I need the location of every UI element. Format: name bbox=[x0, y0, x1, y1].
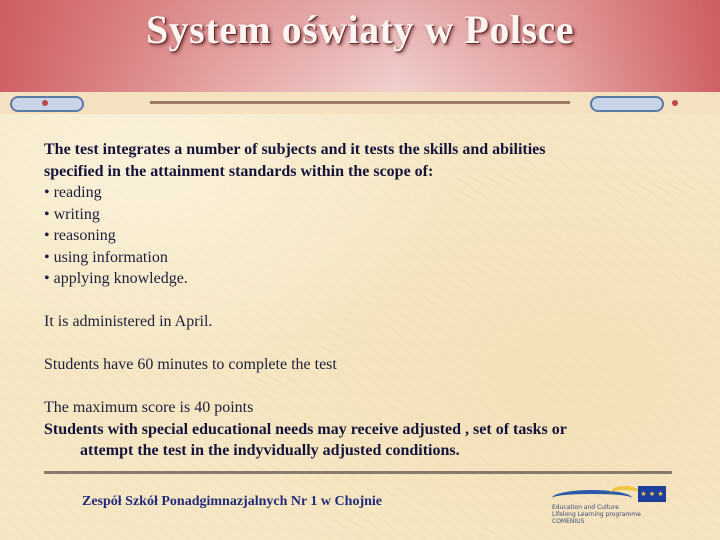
slide-title: System oświaty w Polsce bbox=[145, 7, 575, 52]
spacer bbox=[44, 376, 684, 398]
school-name: Zespół Szkół Ponadgimnazjalnych Nr 1 w Chojnie bbox=[82, 494, 382, 509]
footer-divider bbox=[44, 471, 672, 474]
bullet-item: • using information bbox=[44, 248, 168, 266]
spacer bbox=[44, 290, 684, 312]
spacer bbox=[44, 333, 684, 355]
slide-body bbox=[44, 139, 684, 462]
ornament-icon bbox=[0, 92, 720, 114]
administered-text: It is administered in April. bbox=[44, 313, 213, 330]
ornament-dot-right bbox=[672, 100, 678, 106]
ornament-dot-left bbox=[42, 100, 48, 106]
duration-text: Students have 60 minutes to complete the test bbox=[44, 356, 337, 373]
max-score-text: The maximum score is 40 points bbox=[44, 399, 254, 416]
logo-line: COMENIUS bbox=[552, 518, 585, 525]
special-needs-line-2: attempt the test in the indyvidually adjusted conditions. bbox=[80, 442, 460, 459]
bullet-item: • writing bbox=[44, 205, 100, 223]
bullet-item: • reasoning bbox=[44, 227, 116, 244]
bullet-item: • reading bbox=[44, 184, 102, 201]
intro-line-2: specified in the attainment standards within the scope of: bbox=[44, 162, 434, 180]
logo-text bbox=[552, 504, 670, 525]
logo-line: Lifelong Learning programme bbox=[552, 511, 641, 518]
slide-header bbox=[0, 0, 720, 92]
eu-flag-icon bbox=[638, 486, 666, 502]
bullet-item: • applying knowledge. bbox=[44, 270, 188, 287]
logo-line: Education and Culture bbox=[552, 504, 619, 511]
special-needs-line-1: Students with special educational needs may receive adjusted , set of tasks or bbox=[44, 420, 567, 438]
ornament-line bbox=[150, 101, 570, 104]
comenius-logo bbox=[552, 484, 670, 526]
ornament-scroll-right bbox=[590, 96, 664, 112]
logo-swoosh-yellow bbox=[610, 486, 640, 500]
eu-stars-icon: ★ ★ ★ bbox=[640, 490, 664, 498]
intro-line-1: The test integrates a number of subjects and it tests the skills and abilities bbox=[44, 141, 546, 158]
